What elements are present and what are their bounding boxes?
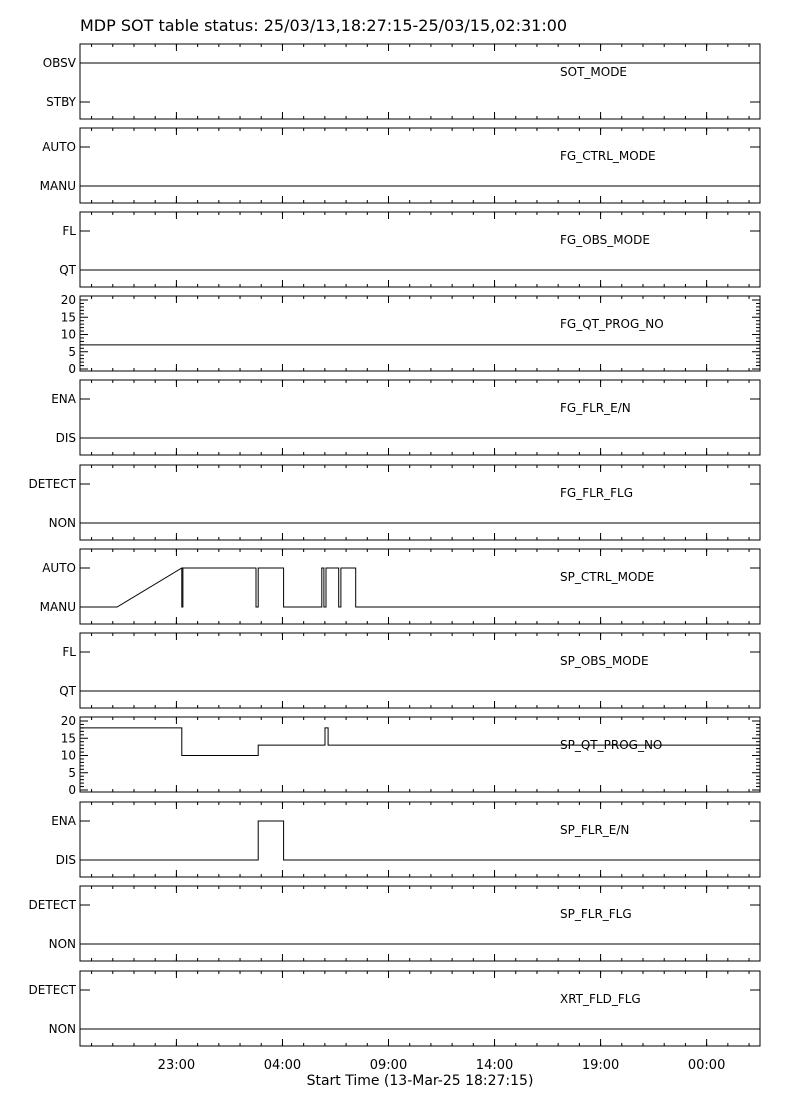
x-tick-label: 14:00 <box>475 1058 514 1073</box>
y-tick-label: MANU <box>39 600 76 614</box>
y-tick-label: NON <box>48 516 76 530</box>
chart-title: MDP SOT table status: 25/03/13,18:27:15-25/03/15,02:31:00 <box>80 16 568 35</box>
x-axis <box>158 1058 726 1073</box>
y-tick-label: 10 <box>60 748 76 763</box>
panel-sp-obs-mode <box>59 633 760 708</box>
y-tick-label: ENA <box>51 392 76 406</box>
y-tick-label: 0 <box>68 362 76 376</box>
series-name: SP_QT_PROG_NO <box>560 738 663 752</box>
y-tick-label: DETECT <box>28 477 76 491</box>
series-name: SP_FLR_FLG <box>560 907 632 921</box>
x-tick-label: 04:00 <box>263 1058 302 1073</box>
x-tick-label: 00:00 <box>687 1058 726 1073</box>
y-tick-label: FL <box>62 224 76 238</box>
series-name: FG_CTRL_MODE <box>560 149 656 163</box>
y-tick-label: DIS <box>55 853 76 867</box>
panel-frame <box>80 44 760 119</box>
panel-sot-mode <box>43 44 760 119</box>
y-tick-label: QT <box>59 263 76 277</box>
panel-frame <box>80 886 760 961</box>
y-tick-label: STBY <box>46 95 76 109</box>
series-name: SP_FLR_E/N <box>560 823 630 837</box>
y-tick-label: AUTO <box>42 140 76 154</box>
y-tick-label: DIS <box>55 431 76 445</box>
panel-sp-ctrl-mode <box>40 549 760 624</box>
series-name: FG_OBS_MODE <box>560 233 650 247</box>
panel-sp-qt-prog-no <box>61 714 760 797</box>
panel-frame <box>80 465 760 540</box>
x-tick-label: 23:00 <box>157 1058 196 1073</box>
y-tick-label: NON <box>48 1022 76 1036</box>
y-tick-label: 15 <box>60 731 76 746</box>
x-tick-label: 19:00 <box>581 1058 620 1073</box>
y-tick-label: OBSV <box>42 56 76 70</box>
series-name: SOT_MODE <box>560 65 628 79</box>
y-tick-label: QT <box>59 684 76 698</box>
y-tick-label: 5 <box>68 765 76 780</box>
y-tick-label: 20 <box>60 714 76 728</box>
panel-xrt-fld-flg <box>29 971 760 1046</box>
y-tick-label: FL <box>62 645 76 659</box>
panel-frame <box>80 212 760 287</box>
panels <box>29 44 760 1046</box>
x-tick-label: 09:00 <box>369 1058 408 1073</box>
y-tick-label: MANU <box>39 179 76 193</box>
y-tick-label: DETECT <box>28 898 76 912</box>
x-axis-label: Start Time (13-Mar-25 18:27:15) <box>306 1073 534 1089</box>
series-name: FG_FLR_FLG <box>560 486 634 500</box>
series-name: SP_CTRL_MODE <box>560 570 655 584</box>
y-tick-label: 5 <box>68 344 76 359</box>
y-tick-label: 10 <box>60 327 76 342</box>
y-tick-label: AUTO <box>42 561 76 575</box>
panel-fg-qt-prog-no <box>61 293 760 376</box>
panel-frame <box>80 128 760 203</box>
panel-sp-flr-e-n <box>51 802 760 877</box>
series-name: SP_OBS_MODE <box>560 654 649 668</box>
series-line <box>80 821 760 860</box>
panel-frame <box>80 971 760 1046</box>
panel-frame <box>80 296 760 371</box>
panel-frame <box>80 380 760 455</box>
series-name: XRT_FLD_FLG <box>560 992 641 1006</box>
panel-frame <box>80 802 760 877</box>
panel-frame <box>80 633 760 708</box>
panel-fg-flr-flg <box>29 465 760 540</box>
panel-fg-flr-e-n <box>51 380 760 455</box>
y-tick-label: 0 <box>68 783 76 797</box>
y-tick-label: ENA <box>51 814 76 828</box>
panel-fg-ctrl-mode <box>40 128 760 203</box>
series-line <box>80 568 760 607</box>
y-tick-label: NON <box>48 937 76 951</box>
series-name: FG_FLR_E/N <box>560 401 631 415</box>
panel-sp-flr-flg <box>29 886 760 961</box>
panel-fg-obs-mode <box>59 212 760 287</box>
series-name: FG_QT_PROG_NO <box>560 317 664 331</box>
y-tick-label: 20 <box>60 293 76 307</box>
y-tick-label: 15 <box>60 310 76 325</box>
y-tick-label: DETECT <box>28 983 76 997</box>
